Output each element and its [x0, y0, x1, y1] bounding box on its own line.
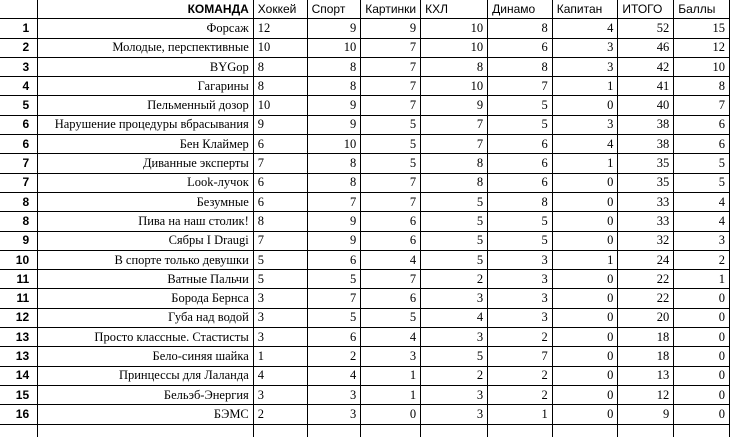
- cell-place[interactable]: 6: [0, 115, 38, 134]
- cell-hockey[interactable]: 7: [253, 231, 307, 250]
- cell-team[interactable]: Гагарины: [38, 77, 254, 96]
- cell-place[interactable]: 11: [0, 270, 38, 289]
- cell-dynamo[interactable]: 1: [488, 405, 553, 424]
- cell-team[interactable]: Просто классные. Стастисты: [38, 328, 254, 347]
- cell-place[interactable]: 15: [0, 385, 38, 404]
- cell-hockey[interactable]: 2: [253, 405, 307, 424]
- cell-points[interactable]: 0: [674, 308, 730, 327]
- cell-hockey[interactable]: 10: [253, 38, 307, 57]
- table-row: [0, 289, 730, 308]
- cell-points[interactable]: 2: [674, 250, 730, 269]
- cell-total[interactable]: 32: [618, 231, 674, 250]
- cell-total[interactable]: 24: [618, 250, 674, 269]
- cell-khl[interactable]: 10: [421, 38, 488, 57]
- cell-captain[interactable]: 3: [552, 38, 618, 57]
- cell-place[interactable]: 5: [0, 96, 38, 115]
- cell-khl[interactable]: 3: [421, 385, 488, 404]
- cell-place[interactable]: 16: [0, 405, 38, 424]
- cell-place[interactable]: 14: [0, 366, 38, 385]
- cell-sport[interactable]: 8: [307, 57, 361, 76]
- cell-captain[interactable]: 0: [552, 173, 618, 192]
- cell-total[interactable]: 13: [618, 366, 674, 385]
- cell-team[interactable]: Бело-синяя шайка: [38, 347, 254, 366]
- cell-dynamo[interactable]: 2: [488, 366, 553, 385]
- cell-sport[interactable]: 6: [307, 328, 361, 347]
- header-row: [0, 0, 730, 19]
- cell-sport[interactable]: 2: [307, 347, 361, 366]
- cell-khl[interactable]: 3: [421, 328, 488, 347]
- cell-total[interactable]: 38: [618, 115, 674, 134]
- cell-total[interactable]: 22: [618, 270, 674, 289]
- cell-hockey[interactable]: 3: [253, 385, 307, 404]
- cell-dynamo[interactable]: 3: [488, 250, 553, 269]
- cell-pictures[interactable]: 7: [361, 192, 421, 211]
- cell-pictures[interactable]: 7: [361, 173, 421, 192]
- cell-pictures[interactable]: 1: [361, 366, 421, 385]
- cell-pictures[interactable]: 3: [361, 347, 421, 366]
- cell-team[interactable]: Ватные Пальчи: [38, 270, 254, 289]
- cell-points[interactable]: 0: [674, 289, 730, 308]
- cell-points[interactable]: 10: [674, 57, 730, 76]
- cell-points[interactable]: 6: [674, 115, 730, 134]
- cell-dynamo[interactable]: 2: [488, 328, 553, 347]
- cell-total[interactable]: 33: [618, 192, 674, 211]
- cell-hockey[interactable]: 9: [253, 115, 307, 134]
- cell-pictures[interactable]: 5: [361, 115, 421, 134]
- cell-sport[interactable]: 9: [307, 96, 361, 115]
- cell-points[interactable]: 7: [674, 96, 730, 115]
- cell-dynamo[interactable]: 5: [488, 231, 553, 250]
- cell-total[interactable]: 22: [618, 289, 674, 308]
- cell-points[interactable]: 0: [674, 366, 730, 385]
- cell-sport[interactable]: 5: [307, 308, 361, 327]
- cell-total[interactable]: 41: [618, 77, 674, 96]
- cell-dynamo[interactable]: 3: [488, 270, 553, 289]
- table-row: [0, 347, 730, 366]
- cell-hockey[interactable]: 5: [253, 250, 307, 269]
- cell-hockey[interactable]: 8: [253, 57, 307, 76]
- cell-sport[interactable]: 3: [307, 385, 361, 404]
- cell-khl[interactable]: 8: [421, 57, 488, 76]
- cell-sport[interactable]: 8: [307, 173, 361, 192]
- cell-dynamo[interactable]: 7: [488, 77, 553, 96]
- cell-place[interactable]: 8: [0, 192, 38, 211]
- cell-khl[interactable]: 9: [421, 96, 488, 115]
- cell-sport[interactable]: 9: [307, 231, 361, 250]
- table-row: [0, 19, 730, 38]
- cell-captain[interactable]: 0: [552, 385, 618, 404]
- cell-total[interactable]: 20: [618, 308, 674, 327]
- header-sport[interactable]: Спорт: [307, 0, 361, 19]
- cell-team[interactable]: Диванные эксперты: [38, 154, 254, 173]
- cell-total[interactable]: 35: [618, 154, 674, 173]
- cell-dynamo[interactable]: 6: [488, 38, 553, 57]
- cell-total[interactable]: 35: [618, 173, 674, 192]
- cell-sport[interactable]: 4: [307, 366, 361, 385]
- cell-place[interactable]: 2: [0, 38, 38, 57]
- cell-team[interactable]: Бельэб-Энергия: [38, 385, 254, 404]
- cell-captain[interactable]: 0: [552, 212, 618, 231]
- table-row: [0, 212, 730, 231]
- cell-khl[interactable]: 2: [421, 270, 488, 289]
- cell-khl[interactable]: 10: [421, 19, 488, 38]
- table-row: [0, 366, 730, 385]
- cell-captain[interactable]: 4: [552, 135, 618, 154]
- cell-points[interactable]: 0: [674, 405, 730, 424]
- cell-hockey[interactable]: 6: [253, 135, 307, 154]
- cell-total[interactable]: 38: [618, 135, 674, 154]
- table-row: [0, 250, 730, 269]
- table-row: [0, 385, 730, 404]
- cell-place[interactable]: 10: [0, 250, 38, 269]
- table-row: [0, 328, 730, 347]
- cell-sport[interactable]: 9: [307, 212, 361, 231]
- cell-sport[interactable]: 9: [307, 19, 361, 38]
- table-row: [0, 77, 730, 96]
- cell-khl[interactable]: 5: [421, 347, 488, 366]
- cell-place[interactable]: 1: [0, 19, 38, 38]
- cell-captain[interactable]: 0: [552, 231, 618, 250]
- cell-team[interactable]: В спорте только девушки: [38, 250, 254, 269]
- cell-points[interactable]: 0: [674, 385, 730, 404]
- cell-points[interactable]: 0: [674, 328, 730, 347]
- cell-pictures[interactable]: 7: [361, 38, 421, 57]
- table-row: [0, 231, 730, 250]
- cell-pictures[interactable]: 4: [361, 328, 421, 347]
- cell-pictures[interactable]: 7: [361, 77, 421, 96]
- cell-pictures[interactable]: 4: [361, 250, 421, 269]
- cell-sport[interactable]: 5: [307, 270, 361, 289]
- cell-total[interactable]: 12: [618, 385, 674, 404]
- cell-total[interactable]: 52: [618, 19, 674, 38]
- cell-points[interactable]: 15: [674, 19, 730, 38]
- cell-hockey[interactable]: 3: [253, 289, 307, 308]
- header-team[interactable]: КОМАНДА: [38, 0, 254, 19]
- table-row: [0, 192, 730, 211]
- cell-dynamo[interactable]: 6: [488, 135, 553, 154]
- cell-hockey[interactable]: 8: [253, 77, 307, 96]
- header-pictures[interactable]: Картинки: [361, 0, 421, 19]
- cell-captain[interactable]: 1: [552, 250, 618, 269]
- cell-place[interactable]: 3: [0, 57, 38, 76]
- cell-captain[interactable]: 0: [552, 308, 618, 327]
- cell-pictures[interactable]: 6: [361, 212, 421, 231]
- cell-hockey[interactable]: 3: [253, 328, 307, 347]
- cell-dynamo[interactable]: 6: [488, 154, 553, 173]
- cell-place[interactable]: 6: [0, 135, 38, 154]
- cell-hockey[interactable]: 5: [253, 270, 307, 289]
- header-khl[interactable]: КХЛ: [421, 0, 488, 19]
- cell-points[interactable]: 4: [674, 192, 730, 211]
- cell-sport[interactable]: 8: [307, 154, 361, 173]
- cell-dynamo[interactable]: 5: [488, 212, 553, 231]
- cell-total[interactable]: 33: [618, 212, 674, 231]
- cell-team[interactable]: Молодые, перспективные: [38, 38, 254, 57]
- cell-place[interactable]: 7: [0, 154, 38, 173]
- cell-hockey[interactable]: 4: [253, 366, 307, 385]
- cell-captain[interactable]: 0: [552, 96, 618, 115]
- cell-khl[interactable]: 7: [421, 135, 488, 154]
- cell-sport[interactable]: 10: [307, 38, 361, 57]
- cell-sport[interactable]: 3: [307, 405, 361, 424]
- cell-points[interactable]: 5: [674, 154, 730, 173]
- cell-pictures[interactable]: 9: [361, 19, 421, 38]
- table-row: [0, 115, 730, 134]
- cell-dynamo[interactable]: 5: [488, 96, 553, 115]
- header-points[interactable]: Баллы: [674, 0, 730, 19]
- cell-points[interactable]: 0: [674, 347, 730, 366]
- cell-points[interactable]: 1: [674, 270, 730, 289]
- table-row: [0, 270, 730, 289]
- cell-total[interactable]: 9: [618, 405, 674, 424]
- table-row: [0, 173, 730, 192]
- cell-pictures[interactable]: 6: [361, 289, 421, 308]
- cell-khl[interactable]: 3: [421, 405, 488, 424]
- cell-hockey[interactable]: 10: [253, 96, 307, 115]
- table-row: [0, 405, 730, 424]
- cell-place[interactable]: 4: [0, 77, 38, 96]
- cell-khl[interactable]: 5: [421, 212, 488, 231]
- cell-points[interactable]: 3: [674, 231, 730, 250]
- cell-khl[interactable]: 5: [421, 192, 488, 211]
- cell-total[interactable]: 42: [618, 57, 674, 76]
- cell-pictures[interactable]: 7: [361, 270, 421, 289]
- cell-team[interactable]: Губа над водой: [38, 308, 254, 327]
- cell-points[interactable]: 5: [674, 173, 730, 192]
- cell-pictures[interactable]: 5: [361, 308, 421, 327]
- table-row: [0, 96, 730, 115]
- cell-khl[interactable]: 5: [421, 231, 488, 250]
- cell-khl[interactable]: 4: [421, 308, 488, 327]
- cell-team[interactable]: Форсаж: [38, 19, 254, 38]
- cell-pictures[interactable]: 6: [361, 231, 421, 250]
- cell-captain[interactable]: 0: [552, 270, 618, 289]
- cell-dynamo[interactable]: 8: [488, 192, 553, 211]
- cell-place[interactable]: 9: [0, 231, 38, 250]
- cell-team[interactable]: Пельменный дозор: [38, 96, 254, 115]
- header-captain[interactable]: Капитан: [552, 0, 618, 19]
- cell-place[interactable]: 13: [0, 347, 38, 366]
- cell-points[interactable]: 4: [674, 212, 730, 231]
- cell-pictures[interactable]: 7: [361, 57, 421, 76]
- cell-khl[interactable]: 2: [421, 366, 488, 385]
- cell-dynamo[interactable]: 8: [488, 57, 553, 76]
- cell-khl[interactable]: 3: [421, 289, 488, 308]
- cell-hockey[interactable]: 6: [253, 192, 307, 211]
- cell-dynamo[interactable]: 3: [488, 308, 553, 327]
- cell-sport[interactable]: 8: [307, 77, 361, 96]
- cell-pictures[interactable]: 5: [361, 154, 421, 173]
- cell-pictures[interactable]: 0: [361, 405, 421, 424]
- header-place[interactable]: [0, 0, 38, 19]
- cell-khl[interactable]: 7: [421, 115, 488, 134]
- cell-sport[interactable]: 10: [307, 135, 361, 154]
- cell-sport[interactable]: 6: [307, 250, 361, 269]
- cell-dynamo[interactable]: 5: [488, 115, 553, 134]
- cell-team[interactable]: Нарушение процедуры вбрасывания: [38, 115, 254, 134]
- cell-captain[interactable]: 1: [552, 154, 618, 173]
- cell-hockey[interactable]: 8: [253, 212, 307, 231]
- cell-total[interactable]: 18: [618, 328, 674, 347]
- table-row: [0, 38, 730, 57]
- cell-total[interactable]: 46: [618, 38, 674, 57]
- cell-khl[interactable]: 5: [421, 250, 488, 269]
- table-row: [0, 135, 730, 154]
- cell-team[interactable]: Принцессы для Лаланда: [38, 366, 254, 385]
- cell-khl[interactable]: 8: [421, 154, 488, 173]
- cell-points[interactable]: 6: [674, 135, 730, 154]
- cell-sport[interactable]: 9: [307, 115, 361, 134]
- cell-hockey[interactable]: 1: [253, 347, 307, 366]
- cell-points[interactable]: 8: [674, 77, 730, 96]
- cell-pictures[interactable]: 1: [361, 385, 421, 404]
- cell-khl[interactable]: 10: [421, 77, 488, 96]
- cell-place[interactable]: 11: [0, 289, 38, 308]
- cell-captain[interactable]: 0: [552, 192, 618, 211]
- cell-place[interactable]: 7: [0, 173, 38, 192]
- cell-team[interactable]: Сябры I Draugi: [38, 231, 254, 250]
- cell-captain[interactable]: 3: [552, 57, 618, 76]
- header-total[interactable]: ИТОГО: [618, 0, 674, 19]
- cell-dynamo[interactable]: 7: [488, 347, 553, 366]
- cell-team[interactable]: Безумные: [38, 192, 254, 211]
- cell-pictures[interactable]: 5: [361, 135, 421, 154]
- header-dynamo[interactable]: Динамо: [488, 0, 553, 19]
- cell-khl[interactable]: 8: [421, 173, 488, 192]
- cell-captain[interactable]: 3: [552, 115, 618, 134]
- header-hockey[interactable]: Хоккей: [253, 0, 307, 19]
- cell-total[interactable]: 40: [618, 96, 674, 115]
- cell-captain[interactable]: 0: [552, 289, 618, 308]
- cell-dynamo[interactable]: 6: [488, 173, 553, 192]
- cell-team[interactable]: Бен Клаймер: [38, 135, 254, 154]
- cell-captain[interactable]: 0: [552, 366, 618, 385]
- cell-captain[interactable]: 1: [552, 77, 618, 96]
- cell-team[interactable]: Пива на наш столик!: [38, 212, 254, 231]
- cell-dynamo[interactable]: 3: [488, 289, 553, 308]
- cell-place[interactable]: 8: [0, 212, 38, 231]
- table-row: [0, 57, 730, 76]
- cell-sport[interactable]: 7: [307, 192, 361, 211]
- cell-dynamo[interactable]: 8: [488, 19, 553, 38]
- cell-place[interactable]: 13: [0, 328, 38, 347]
- table-row: [0, 308, 730, 327]
- cell-pictures[interactable]: 7: [361, 96, 421, 115]
- cell-points[interactable]: 12: [674, 38, 730, 57]
- cell-place[interactable]: 12: [0, 308, 38, 327]
- cell-dynamo[interactable]: 2: [488, 385, 553, 404]
- cell-captain[interactable]: 4: [552, 19, 618, 38]
- cell-hockey[interactable]: 6: [253, 173, 307, 192]
- cell-hockey[interactable]: 3: [253, 308, 307, 327]
- cell-sport[interactable]: 7: [307, 289, 361, 308]
- cell-hockey[interactable]: 7: [253, 154, 307, 173]
- cell-total[interactable]: 18: [618, 347, 674, 366]
- cell-captain[interactable]: 0: [552, 405, 618, 424]
- cell-hockey[interactable]: 12: [253, 19, 307, 38]
- cell-team[interactable]: БЭМС: [38, 405, 254, 424]
- cell-team[interactable]: BYGop: [38, 57, 254, 76]
- cell-captain[interactable]: 0: [552, 347, 618, 366]
- cell-captain[interactable]: 0: [552, 328, 618, 347]
- cell-team[interactable]: Борода Бернса: [38, 289, 254, 308]
- cell-team[interactable]: Look-лучок: [38, 173, 254, 192]
- table-row: [0, 154, 730, 173]
